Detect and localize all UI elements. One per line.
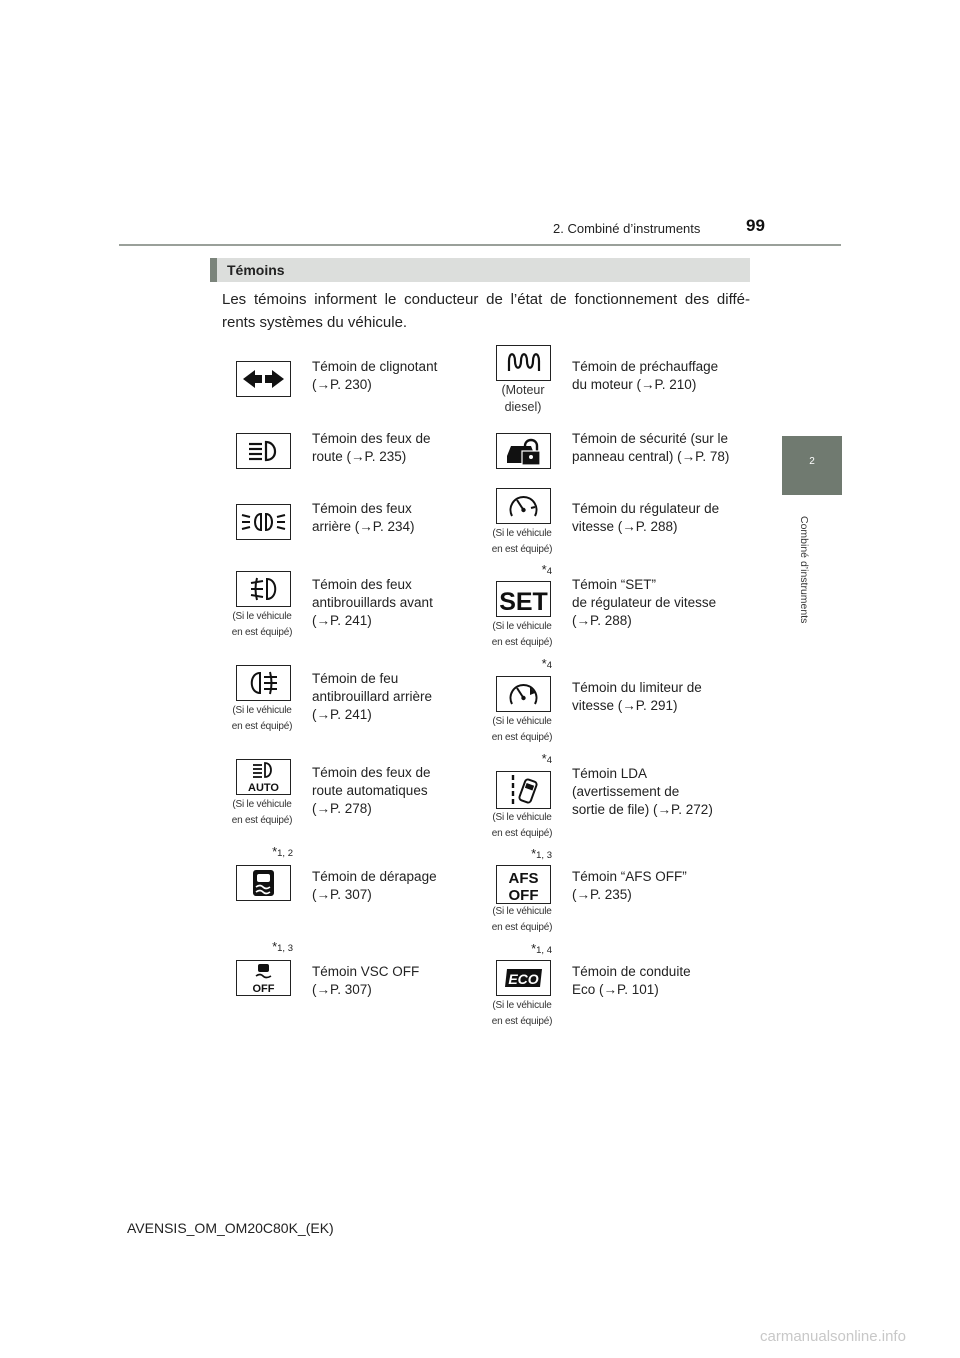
front-fog-light-icon bbox=[237, 572, 290, 606]
eco-label: ECO bbox=[508, 971, 539, 987]
eco-footnote-numbers: 1, 4 bbox=[536, 945, 552, 956]
afs-off-desc: Témoin “AFS OFF” (→P. 235) bbox=[572, 869, 687, 902]
header-chapter: 2. Combiné d’instruments bbox=[553, 221, 701, 236]
set-footnote: *4 bbox=[541, 562, 552, 577]
high-beam-indicator bbox=[236, 433, 291, 469]
rear-fog-light-icon bbox=[237, 666, 290, 700]
eco-cond: (Si le véhicule en est équipé) bbox=[491, 1000, 553, 1027]
speed-limiter-icon bbox=[497, 677, 550, 711]
skid-footnote-numbers: 1, 2 bbox=[277, 848, 293, 859]
turn-signal-indicator bbox=[236, 361, 291, 397]
afs-label: AFS bbox=[508, 870, 539, 887]
vsc-off-icon bbox=[237, 961, 290, 995]
auto-high-beam-cond: (Si le véhicule en est équipé) bbox=[231, 799, 293, 826]
glow-plug-cond: (Moteur diesel) bbox=[501, 383, 545, 414]
skid-desc: Témoin de dérapage (→P. 307) bbox=[312, 869, 437, 902]
lda-desc: Témoin LDA (avertissement de sortie de file) (→P. 272) bbox=[572, 766, 713, 817]
skid-icon bbox=[237, 866, 290, 900]
front-fog-desc: Témoin des feux antibrouillards avant (→P. 241) bbox=[312, 577, 433, 628]
cruise-indicator bbox=[496, 488, 551, 524]
security-lock-icon bbox=[497, 434, 550, 468]
vsc-off-footnote-numbers: 1, 3 bbox=[277, 943, 293, 954]
header-rule bbox=[119, 244, 841, 246]
lda-icon bbox=[497, 772, 550, 808]
vsc-off-footnote: *1, 3 bbox=[272, 939, 293, 954]
turn-signal-arrows-icon bbox=[237, 362, 290, 396]
set-label: SET bbox=[499, 588, 548, 616]
set-footnote-numbers: 4 bbox=[546, 566, 552, 577]
watermark: carmanualsonline.info bbox=[760, 1328, 906, 1345]
security-desc: Témoin de sécurité (sur le panneau central) (→P. 78) bbox=[572, 431, 730, 464]
set-cond: (Si le véhicule en est équipé) bbox=[491, 621, 553, 648]
set-icon bbox=[497, 582, 550, 616]
auto-high-beam-icon bbox=[237, 760, 290, 794]
vsc-off-indicator bbox=[236, 960, 291, 996]
eco-indicator bbox=[496, 960, 551, 996]
afs-off-label: OFF bbox=[508, 887, 539, 903]
set-desc: Témoin “SET” de régulateur de vitesse (→P. 288) bbox=[572, 577, 717, 628]
lda-cond: (Si le véhicule en est équipé) bbox=[491, 812, 553, 839]
high-beam-desc: Témoin des feux de route (→P. 235) bbox=[312, 431, 431, 464]
afs-off-indicator bbox=[496, 865, 551, 904]
side-tab-label: Combiné d’instruments bbox=[798, 516, 810, 624]
vsc-off-desc: Témoin VSC OFF (→P. 307) bbox=[312, 964, 420, 997]
cruise-control-icon bbox=[497, 489, 550, 523]
turn-signal-desc: Témoin de clignotant (→P. 230) bbox=[312, 359, 438, 392]
afs-off-footnote-numbers: 1, 3 bbox=[536, 850, 552, 861]
side-tab-number: 2 bbox=[809, 456, 815, 467]
front-fog-cond: (Si le véhicule en est équipé) bbox=[231, 611, 293, 638]
tail-light-desc: Témoin des feux arrière (→P. 234) bbox=[312, 501, 415, 534]
off-label: OFF bbox=[252, 983, 275, 995]
footer-code: AVENSIS_OM_OM20C80K_(EK) bbox=[127, 1220, 334, 1236]
lda-footnote-numbers: 4 bbox=[546, 755, 552, 766]
front-fog-indicator bbox=[236, 571, 291, 607]
auto-high-beam-indicator bbox=[236, 759, 291, 795]
lda-footnote: *4 bbox=[541, 751, 552, 766]
auto-high-beam-desc: Témoin des feux de route automatiques (→P. 278) bbox=[312, 765, 431, 816]
afs-off-footnote: *1, 3 bbox=[531, 846, 552, 861]
limiter-footnote-numbers: 4 bbox=[546, 660, 552, 671]
limiter-desc: Témoin du limiteur de vitesse (→P. 291) bbox=[572, 680, 702, 713]
cruise-desc: Témoin du régulateur de vitesse (→P. 288) bbox=[572, 501, 720, 534]
glow-plug-desc: Témoin de préchauffage du moteur (→P. 210) bbox=[572, 359, 719, 392]
auto-label: AUTO bbox=[248, 782, 279, 794]
lda-indicator bbox=[496, 771, 551, 809]
section-title: Témoins bbox=[227, 262, 285, 278]
page-number: 99 bbox=[746, 216, 765, 235]
glow-plug-indicator bbox=[496, 345, 551, 381]
rear-fog-indicator bbox=[236, 665, 291, 701]
glow-plug-icon bbox=[497, 346, 550, 380]
limiter-cond: (Si le véhicule en est équipé) bbox=[491, 716, 553, 743]
limiter-footnote: *4 bbox=[541, 656, 552, 671]
skid-indicator bbox=[236, 865, 291, 901]
side-tab bbox=[782, 436, 842, 495]
eco-footnote: *1, 4 bbox=[531, 941, 552, 956]
afs-off-cond: (Si le véhicule en est équipé) bbox=[491, 906, 553, 933]
rear-fog-desc: Témoin de feu antibrouillard arrière (→P. 241) bbox=[312, 671, 433, 722]
rear-fog-cond: (Si le véhicule en est équipé) bbox=[231, 705, 293, 732]
high-beam-icon bbox=[237, 434, 290, 468]
limiter-indicator bbox=[496, 676, 551, 712]
section-header bbox=[210, 258, 750, 282]
eco-icon bbox=[497, 961, 550, 995]
security-indicator bbox=[496, 433, 551, 469]
skid-footnote: *1, 2 bbox=[272, 844, 293, 859]
tail-light-icon bbox=[237, 505, 290, 539]
eco-desc: Témoin de conduite Eco (→P. 101) bbox=[572, 964, 691, 997]
afs-off-icon bbox=[497, 866, 550, 903]
cruise-cond: (Si le véhicule en est équipé) bbox=[491, 528, 553, 555]
tail-light-indicator bbox=[236, 504, 291, 540]
set-indicator bbox=[496, 581, 551, 617]
intro-text: Les témoins informent le conducteur de l’état de fonctionnement des diffé- rents systèmes du véhicule. bbox=[222, 291, 750, 331]
